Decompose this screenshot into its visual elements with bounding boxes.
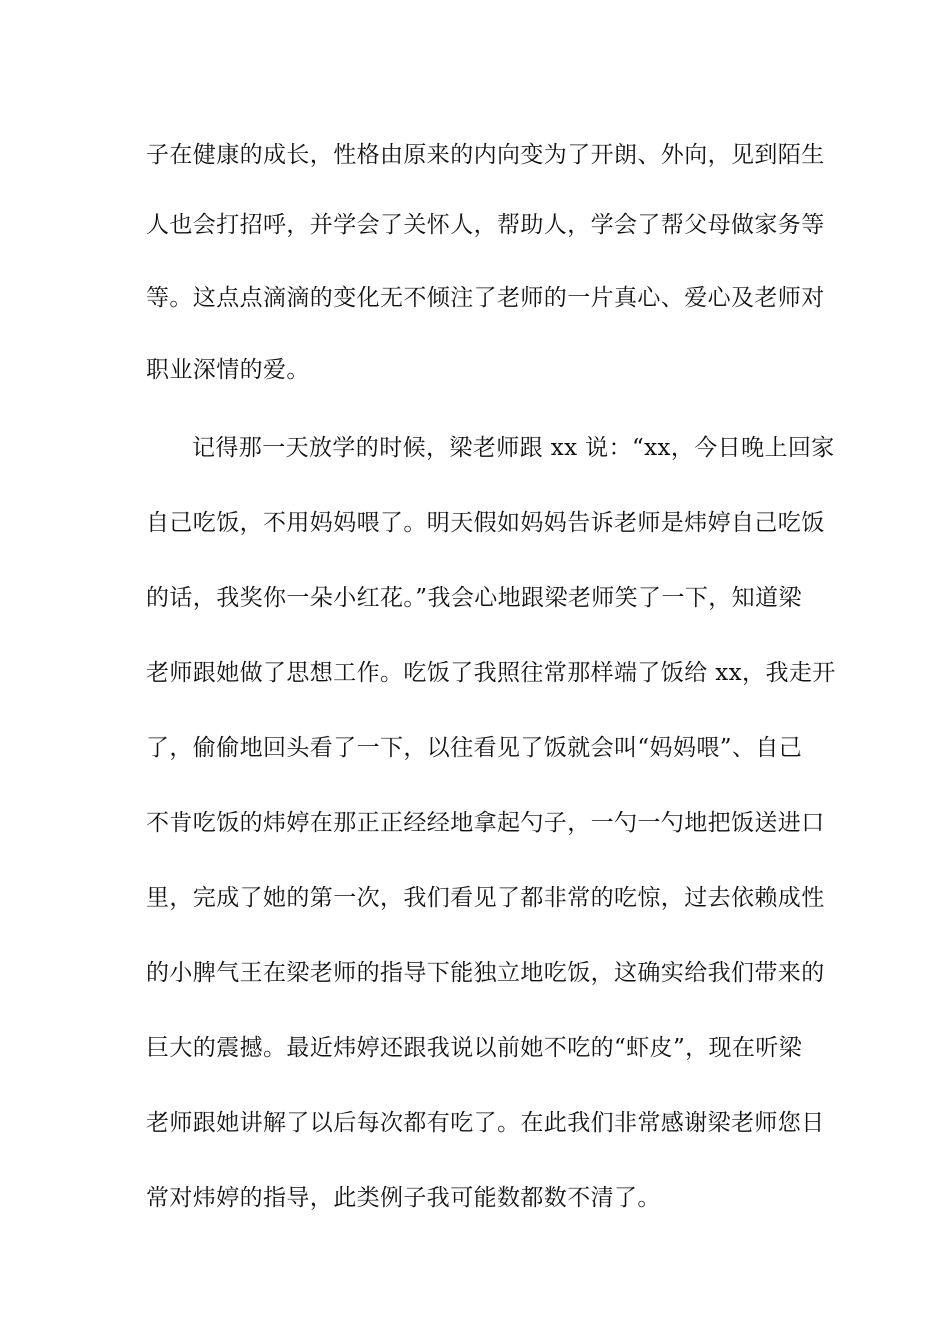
paragraph-2-line-7: 里，完成了她的第一次，我们看见了都非常的吃惊，过去依赖成性 bbox=[146, 885, 825, 911]
paragraph-1-line-3: 等。这点点滴滴的变化无不倾注了老师的一片真心、爱心及老师对 bbox=[146, 285, 825, 311]
paragraph-2-line-4: 老师跟她做了思想工作。吃饭了我照往常那样端了饭给 xx，我走开 bbox=[146, 660, 836, 686]
paragraph-1-line-4: 职业深情的爱。 bbox=[146, 357, 310, 383]
paragraph-2-line-11: 常对炜婷的指导，此类例子我可能数都数不清了。 bbox=[146, 1185, 661, 1211]
paragraph-2-line-5: 了，偷偷地回头看了一下，以往看见了饭就会叫“妈妈喂”、自己 bbox=[146, 735, 803, 761]
paragraph-2-line-8: 的小脾气王在梁老师的指导下能独立地吃饭，这确实给我们带来的 bbox=[146, 960, 825, 986]
paragraph-2-line-3: 的话，我奖你一朵小红花。”我会心地跟梁老师笑了一下，知道梁 bbox=[146, 585, 802, 611]
paragraph-2-line-1: 记得那一天放学的时候，梁老师跟 xx 说：“xx，今日晚上回家 bbox=[192, 435, 835, 461]
paragraph-1-line-2: 人也会打招呼，并学会了关怀人，帮助人，学会了帮父母做家务等 bbox=[146, 212, 825, 238]
paragraph-2-line-10: 老师跟她讲解了以后每次都有吃了。在此我们非常感谢梁老师您日 bbox=[146, 1110, 825, 1136]
paragraph-2-line-2: 自己吃饭，不用妈妈喂了。明天假如妈妈告诉老师是炜婷自己吃饭 bbox=[146, 510, 825, 536]
paragraph-2-line-9: 巨大的震撼。最近炜婷还跟我说以前她不吃的“虾皮”，现在听梁 bbox=[146, 1035, 803, 1061]
paragraph-1-line-1: 子在健康的成长，性格由原来的内向变为了开朗、外向，见到陌生 bbox=[146, 142, 825, 168]
paragraph-2-line-6: 不肯吃饭的炜婷在那正正经经地拿起勺子，一勺一勺地把饭送进口 bbox=[146, 810, 825, 836]
